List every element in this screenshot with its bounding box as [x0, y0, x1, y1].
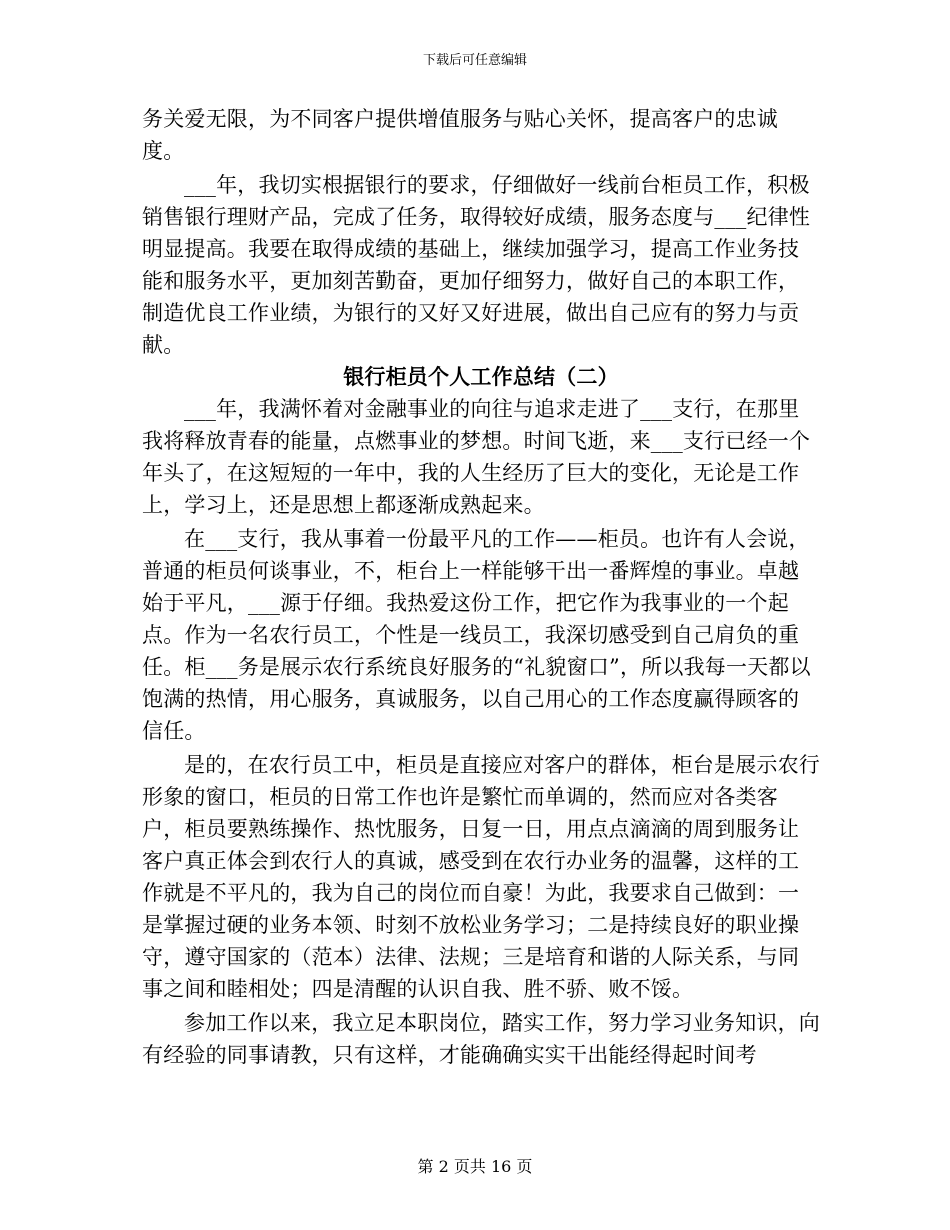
page-header: 下载后可任意编辑: [422, 53, 527, 68]
page-footer: 第 2 页共 16 页: [417, 1157, 533, 1176]
section-title: 银行柜员个人工作总结（二）: [343, 364, 619, 389]
paragraph: 在___支行，我从事着一份最平凡的工作——柜员。也许有人会说，普通的柜员何谈事业，不，柜台上一样能够干出一番辉煌的事业。卓越始于平凡，___源于仔细。我热爱这份工作，把它作为我事业的一个起点。作为一名农行员工，个性是一线员工，我深切感受到自己肩负的重任。柜___务是展示农行系统良好服务的“礼貌窗口”，所以我每一天都以饱满的热情，用心服务，真诚服务，以自己用心的工作态度赢得顾客的信任。: [142, 527, 811, 743]
paragraph: ___年，我切实根据银行的要求，仔细做好一线前台柜员工作，积极销售银行理财产品，完成了任务，取得较好成绩，服务态度与___纪律性明显提高。我要在取得成绩的基础上，继续加强学习，提高工作业务技能和服务水平，更加刻苦勤奋，更加仔细努力，做好自己的本职工作，制造优良工作业绩，为银行的又好又好进展，做出自己应有的努力与贡献。: [142, 173, 811, 357]
paragraph: 是的，在农行员工中，柜员是直接应对客户的群体，柜台是展示农行形象的窗口，柜员的日常工作也许是繁忙而单调的，然而应对各类客户，柜员要熟练操作、热忱服务，日复一日，用点点滴滴的周到服务让客户真正体会到农行人的真诚，感受到在农行办业务的温馨，这样的工作就是不平凡的，我为自己的岗位而自豪！为此，我要求自己做到：一是掌握过硬的业务本领、时刻不放松业务学习；二是持续良好的职业操守，遵守国家的（范本）法律、法规；三是培育和谐的人际关系，与同事之间和睦相处；四是清醒的认识自我、胜不骄、败不馁。: [142, 753, 820, 1001]
paragraph: 参加工作以来，我立足本职岗位，踏实工作，努力学习业务知识，向有经验的同事请教，只有这样，才能确确实实干出能经得起时间考: [142, 1011, 820, 1067]
document-body: [142, 103, 820, 1071]
paragraph-continued: 务关爱无限，为不同客户提供增值服务与贴心关怀，提高客户的忠诚度。: [142, 107, 778, 163]
paragraph: ___年，我满怀着对金融事业的向往与追求走进了___支行，在那里我将释放青春的能量，点燃事业的梦想。时间飞逝，来___支行已经一个年头了，在这短短的一年中，我的人生经历了巨大的变化，无论是工作上，学习上，还是思想上都逐渐成熟起来。: [142, 397, 811, 517]
